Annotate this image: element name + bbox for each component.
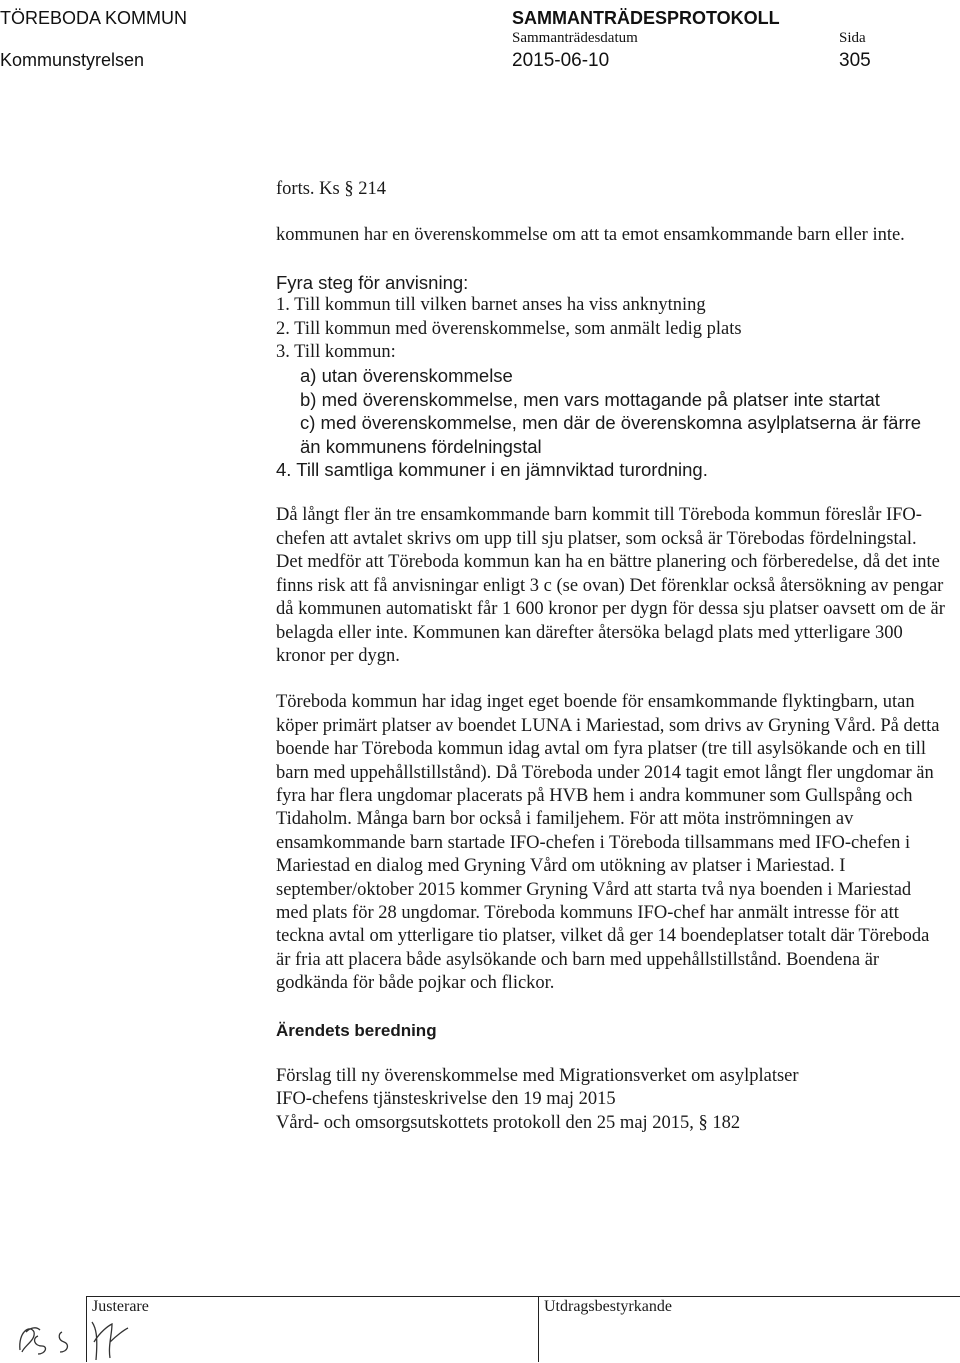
substep-item: a) utan överenskommelse: [300, 365, 513, 387]
footer-divider: [86, 1296, 960, 1297]
paragraph-housing: Töreboda kommun har idag inget eget boende för ensamkommande flyktingbarn, utan köper primärt platser av boendet LUNA i Mariestad, som drivs av Gryning Vård. På detta boende har Töreboda kommun idag avtal om fyra platser (tre till asylsökande och en till barn med uppehållstillstånd). Då Töreboda under 2014 tagit emot långt fler ungdomar än fyra har flera ungdomar placerats på HVB hem i andra kommuner som Gullspång och Tidaholm. Många barn bor också i familjehem. För att möta inströmningen av ensamkommande barn startade IFO-chefen i Töreboda tillsammans med IFO-chefen i Mariestad en dialog med Gryning Vård om utökning av platser i Mariestad. I september/oktober 2015 kommer Gryning Vård att starta två nya boenden i Mariestad med plats för 28 ungdomar. Töreboda kommuns IFO-chef har anmält intresse för att teckna avtal om ytterligare tio platser, vilket då ger 14 boendeplatser totalt där Töreboda är fria att placera både asylsökande och barn med uppehållstillstånd. Boendena är godkända för både pojkar och flickor.: [276, 692, 940, 994]
paragraph-agreement: Då långt fler än tre ensamkommande barn kommit till Töreboda kommun föreslår IFO-chefen att avtalet skrivs om upp till sju platser, som också är Törebodas fördelningstal. Det medför att Töreboda kommun kan ha en bättre planering och förberedelse, då det inte finns risk att få anvisningar enligt 3 c (se ovan) Det förenklar också återsökning av pengar då kommunen automatiskt får 1 600 kronor per dygn för dessa sju platser oavsett om de är belagda eller inte. Kommunen kan därefter återsöka belagd plats med ytterligare 300 kronor per dygn.: [276, 505, 945, 666]
document-body: [276, 178, 946, 1135]
continuation-line: forts. Ks § 214: [276, 179, 386, 199]
step-item: 3. Till kommun:: [276, 342, 396, 363]
organization-name: TÖREBODA KOMMUN: [0, 8, 188, 28]
page-footer: [0, 1290, 960, 1363]
substep-item: c) med överenskommelse, men där de överenskomna asylplatserna är färre än kommunens fördelningstal: [300, 412, 922, 457]
meeting-date: 2015-06-10: [512, 50, 610, 71]
page-header: [0, 8, 960, 78]
step-item: 4. Till samtliga kommuner i en jämnviktad turordning.: [276, 459, 708, 481]
steps-heading: Fyra steg för anvisning:: [276, 271, 469, 293]
reference-item: IFO-chefens tjänsteskrivelse den 19 maj 2015: [276, 1089, 616, 1110]
page-number: 305: [839, 50, 871, 71]
substep-item: b) med överenskommelse, men vars mottagande på platser inte startat: [300, 388, 880, 410]
intro-paragraph: kommunen har en överenskommelse om att ta emot ensamkommande barn eller inte.: [276, 225, 905, 246]
justerare-label: Justerare: [92, 1298, 149, 1315]
handwritten-signature-initials: [0, 1302, 140, 1362]
date-label: Sammanträdesdatum: [512, 30, 638, 46]
department-name: Kommunstyrelsen: [0, 50, 145, 70]
reference-item: Förslag till ny överenskommelse med Migrationsverket om asylplatser: [276, 1066, 799, 1086]
step-item: 2. Till kommun med överenskommelse, som anmält ledig plats: [276, 318, 742, 339]
document-title: SAMMANTRÄDESPROTOKOLL: [512, 8, 780, 28]
step-item: 1. Till kommun till vilken barnet anses ha viss anknytning: [276, 295, 706, 316]
section-heading: Ärendets beredning: [276, 1020, 437, 1040]
footer-box-edge: [538, 1296, 539, 1362]
utdrag-label: Utdragsbestyrkande: [544, 1298, 672, 1315]
reference-item: Vård- och omsorgsutskottets protokoll den 25 maj 2015, § 182: [276, 1112, 741, 1133]
page-label: Sida: [839, 30, 866, 46]
